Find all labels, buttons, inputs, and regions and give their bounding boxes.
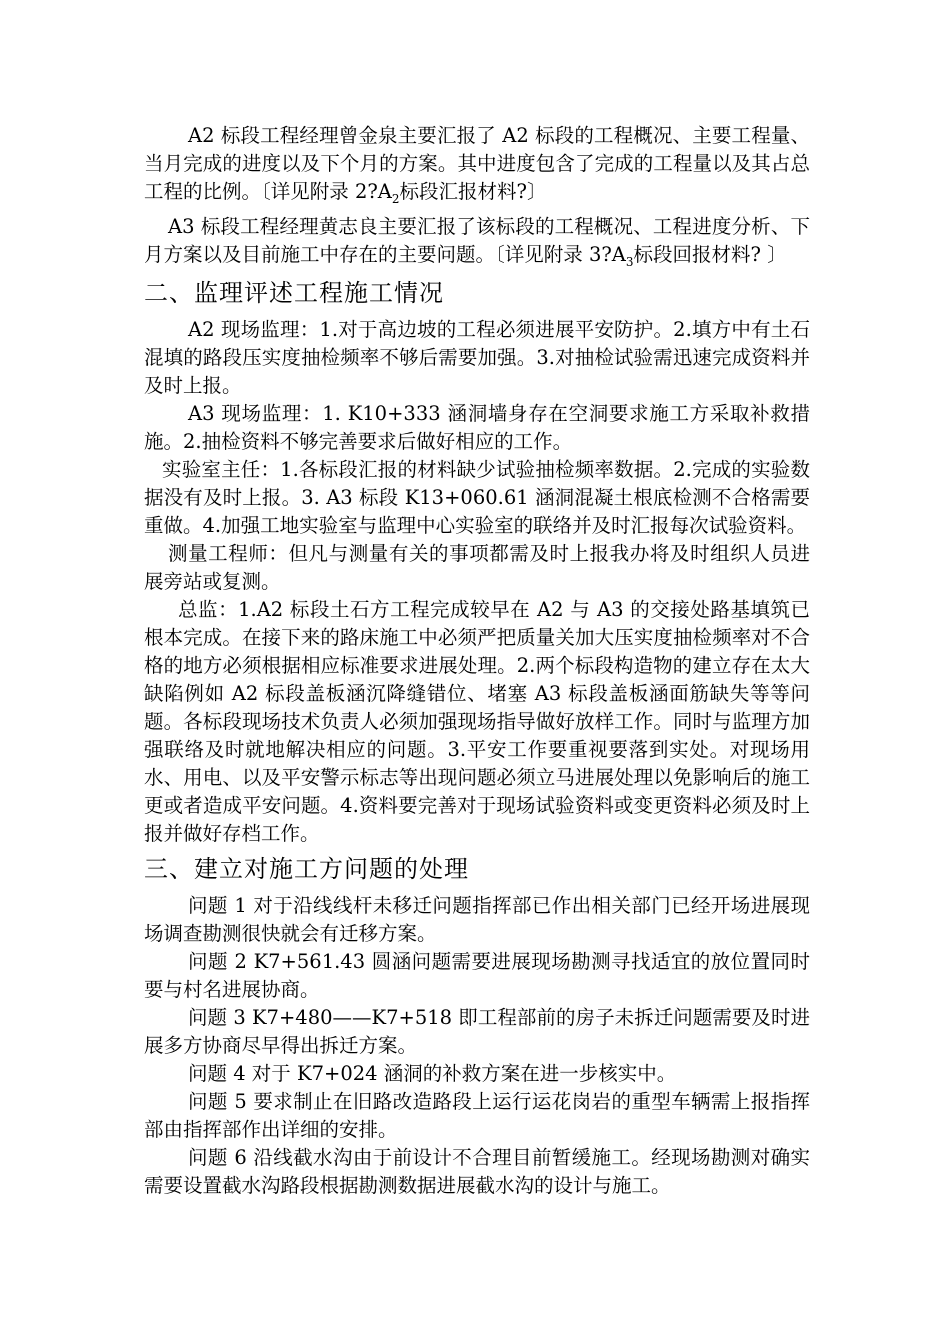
paragraph-text: A3 标段工程经理黄志良主要汇报了该标段的工程概况、工程进度分析、下月方案以及目前施工中存在的主要问题。〔详见附录 3?A [144,215,810,266]
document-body [144,122,810,1200]
section-heading-supervision: 二、监理评述工程施工情况 [144,279,444,307]
paragraph-issue-2: 问题 2 K7+561.43 圆涵问题需要进展现场勘测寻找适宜的放位置同时要与村名进展协商。 [144,950,810,1001]
paragraph-a3-report [144,213,810,269]
paragraph-text: A2 标段工程经理曾金泉主要汇报了 A2 标段的工程概况、主要工程量、当月完成的进度以及下个月的方案。其中进度包含了完成的工程量以及其占总工程的比例。〔详见附录 2?A [144,124,810,203]
subscript: 3 [625,254,634,269]
paragraph-chief-supervisor: 总监：1.A2 标段土石方工程完成较早在 A2 与 A3 的交接处路基填筑已根本完成。在接下来的路床施工中必须严把质量关加大压实度抽检频率对不合格的地方必须根据相应标准要求进展处理。2.两个标段构造物的建立存在太大缺陷例如 A2 标段盖板涵沉降缝错位、堵塞 A3 标段盖板涵面筋缺失等等问题。各标段现场技术负责人必须加强现场指导做好放样工作。同时与监理方加强联络及时就地解决相应的问题。3.平安工作要重视要落到实处。对现场用水、用电、以及平安警示标志等出现问题必须立马进展处理以免影响后的施工更或者造成平安问题。4.资料要完善对于现场试验资料或变更资料必须及时上报并做好存档工作。 [144,598,810,845]
paragraph-issue-5: 问题 5 要求制止在旧路改造路段上运行运花岗岩的重型车辆需上报指挥部由指挥部作出详细的安排。 [144,1090,810,1141]
paragraph-survey-engineer: 测量工程师：但凡与测量有关的事项都需及时上报我办将及时组织人员进展旁站或复测。 [144,542,810,593]
paragraph-a2-report [144,122,810,206]
paragraph-issue-6: 问题 6 沿线截水沟由于前设计不合理目前暂缓施工。经现场勘测对确实需要设置截水沟路段根据勘测数据进展截水沟的设计与施工。 [144,1146,810,1197]
paragraph-a2-supervisor: A2 现场监理：1.对于高边坡的工程必须进展平安防护。2.填方中有土石混填的路段压实度抽检频率不够后需要加强。3.对抽检试验需迅速完成资料并及时上报。 [144,318,810,397]
paragraph-issue-1: 问题 1 对于沿线线杆未移迁问题指挥部已作出相关部门已经开场进展现场调查勘测很快就会有迁移方案。 [144,894,810,945]
paragraph-lab-director: 实验室主任：1.各标段汇报的材料缺少试验抽检频率数据。2.完成的实验数据没有及时上报。3. A3 标段 K13+060.61 涵洞混凝土根底检测不合格需要重做。4.加强工地实验室与监理中心实验室的联络并及时汇报每次试验资料。 [144,458,810,537]
section-heading-issues: 三、建立对施工方问题的处理 [144,855,469,883]
paragraph-issue-4: 问题 4 对于 K7+024 涵洞的补救方案在进一步核实中。 [188,1062,677,1085]
paragraph-a3-supervisor: A3 现场监理：1. K10+333 涵洞墙身存在空洞要求施工方采取补救措施。2.抽检资料不够完善要求后做好相应的工作。 [144,402,810,453]
subscript: 2 [391,191,400,206]
paragraph-text: 标段汇报材料?〕 [399,180,547,203]
paragraph-text: 标段回报材料? 〕 [633,243,787,266]
paragraph-issue-3: 问题 3 K7+480——K7+518 即工程部前的房子未拆迁问题需要及时进展多方协商尽早得出拆迁方案。 [144,1006,810,1057]
